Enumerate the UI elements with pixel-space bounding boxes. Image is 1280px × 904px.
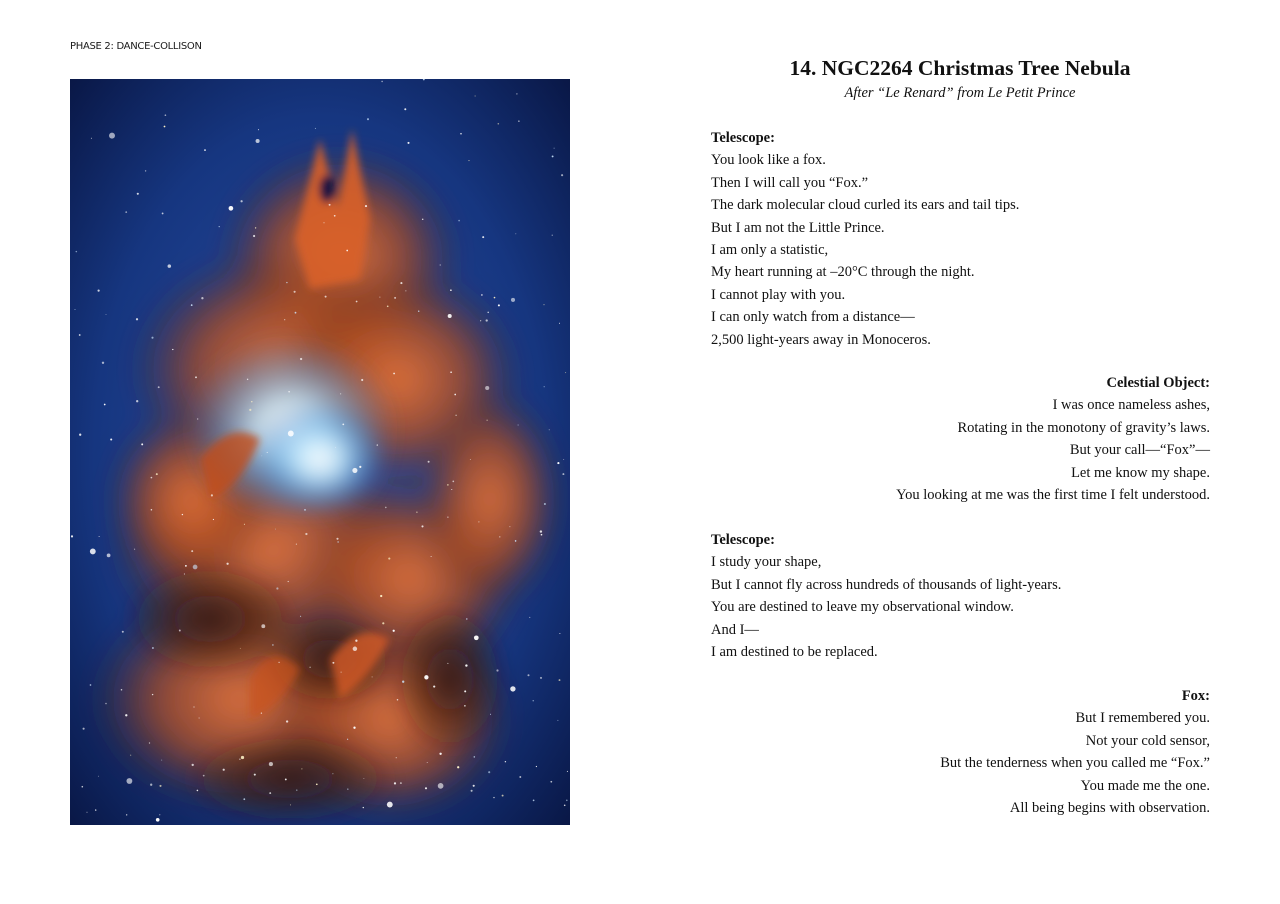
poem-line: But I am not the Little Prince. [711,219,885,236]
star [121,689,123,691]
star [269,762,273,766]
star [286,720,288,722]
star [559,323,560,324]
star [125,211,127,213]
stanza-celestial-object [711,372,1210,506]
star [448,314,452,318]
star [126,778,132,784]
poem-line: You looking at me was the first time I felt understood. [896,487,1210,504]
star [485,386,489,390]
star [211,494,213,496]
star [239,759,240,760]
star [394,782,396,784]
star [400,782,402,784]
star [151,337,153,339]
star [367,118,369,120]
star [364,778,365,779]
star [288,431,294,437]
star [382,622,384,624]
poem-line: All being begins with observation. [1009,800,1210,817]
star [347,739,348,740]
star [278,662,279,663]
poem-line: Rotating in the monotony of gravity’s laws. [957,419,1210,436]
star [394,297,396,299]
speaker-label: Celestial Object: [1106,375,1210,391]
star [431,556,432,557]
star [519,776,521,778]
star [76,251,77,252]
star [261,456,262,457]
star [204,149,206,151]
star [541,534,543,536]
star [470,459,471,460]
poem-line: I study your shape, [711,554,822,571]
star [249,409,251,411]
star [468,160,469,161]
star [152,647,154,649]
star [471,790,473,792]
star [416,511,417,512]
star [286,282,287,283]
star [335,447,336,448]
star [482,236,484,238]
star [134,549,135,550]
poem-line: My heart running at –20°C through the night. [711,264,975,281]
star [269,792,271,794]
star [261,624,265,628]
star [460,133,462,135]
star [316,783,318,785]
star [440,264,441,265]
star [515,540,517,542]
star [305,533,307,535]
star [334,215,336,217]
poem-line: But your call—“Fox”— [1069,442,1210,459]
star [126,814,127,815]
star [300,616,301,617]
star [486,319,488,321]
star [365,205,367,207]
star [433,686,435,688]
star [380,595,382,597]
star [422,219,423,220]
star [356,301,358,303]
star [346,250,348,252]
star [387,305,389,307]
star [533,700,534,701]
star [136,318,138,320]
star [192,764,194,766]
star [304,509,306,511]
star [152,694,153,695]
star [294,291,296,293]
star [529,617,530,618]
star [400,282,402,284]
star [438,783,444,789]
poem-line: But I remembered you. [1075,710,1210,727]
poem-line: You look like a fox. [711,152,826,169]
star [197,790,199,792]
star [193,565,198,570]
star [296,544,297,545]
star [498,123,500,125]
star [458,220,460,222]
star [425,787,427,789]
star [474,756,476,758]
star [275,529,276,530]
star [125,714,127,716]
star [533,800,535,802]
star [372,676,373,677]
star [162,212,164,214]
star [110,438,112,440]
poem-line: And I— [711,621,759,638]
star [184,573,185,574]
star [195,376,197,378]
star [454,394,456,396]
poem-line: I can only watch from a distance— [711,309,915,326]
star [253,235,255,237]
star [387,802,393,808]
star [563,459,564,460]
star [559,633,560,634]
star [240,648,241,649]
star [509,526,510,527]
star [285,778,287,780]
star [451,489,452,490]
page-subtitle: After “Le Renard” from Le Petit Prince [844,85,1076,101]
poem-line: Let me know my shape. [1071,464,1210,481]
star [199,717,200,718]
star [527,674,529,676]
star [203,775,205,777]
star [379,297,380,298]
star [300,358,302,360]
page-title: 14. NGC2264 Christmas Tree Nebula [789,56,1131,80]
star [336,538,338,540]
stanza-fox [711,685,1210,819]
star [241,756,244,759]
star [565,372,566,373]
star [309,667,310,668]
star [353,727,355,729]
star [464,690,466,692]
star [457,766,459,768]
star [487,312,488,313]
star [564,805,566,807]
star [137,193,139,195]
star [510,686,515,691]
poem-line: I cannot play with you. [711,286,846,303]
star [90,548,96,554]
poem-line: The dark molecular cloud curled its ears and tail tips. [711,197,1020,214]
star [213,519,214,520]
star [405,290,406,291]
star [95,809,96,810]
star [502,795,504,797]
star [136,400,138,402]
star [355,640,357,642]
star [516,93,517,94]
star [323,222,324,223]
star [464,705,465,706]
star [98,776,99,777]
nebula-photograph [70,79,570,825]
star [566,800,568,802]
star [161,760,162,761]
star [540,677,542,679]
star [156,818,160,822]
star [244,524,245,525]
star [515,233,516,234]
star [499,536,500,537]
star [536,766,537,767]
star [295,312,297,314]
star [557,720,558,721]
star [466,618,467,619]
star [229,206,234,211]
star [402,681,404,683]
star [79,434,81,436]
star [267,452,268,453]
star [325,296,327,298]
star [404,108,406,110]
star [91,138,92,139]
star [172,349,173,350]
star [447,516,448,517]
star [99,536,100,537]
poem-line: But the tenderness when you called me “Fox.” [940,755,1210,772]
speaker-label: Telescope: [711,532,775,548]
star [240,200,242,202]
star [151,477,153,479]
star [141,443,143,445]
star [488,771,490,773]
star [332,773,333,774]
star [276,587,278,589]
star [201,297,203,299]
star [182,514,183,515]
star [288,391,289,392]
poem-line: I am destined to be replaced. [711,644,878,661]
star [480,320,481,321]
stanza-telescope-1 [711,127,1210,351]
star [455,415,456,416]
poem-line: You made me the one. [1080,777,1210,794]
star [226,563,228,565]
star [407,142,409,144]
star [122,631,124,633]
star [424,675,428,679]
star [511,298,515,302]
poem-line: Then I will call you “Fox.” [711,174,869,191]
star [79,334,81,336]
star [284,319,285,320]
star [223,769,225,771]
star [341,672,342,673]
star [332,662,334,664]
star [567,771,568,772]
star [543,304,544,305]
star [544,503,546,505]
star [450,289,452,291]
star [247,379,248,380]
star [544,386,545,387]
star [255,227,256,228]
star [243,798,245,800]
star [301,768,302,769]
star [388,558,390,560]
star [478,521,479,522]
star [540,530,542,532]
nebula-image [70,79,570,825]
star [159,785,161,787]
star [518,424,519,425]
star [450,371,452,373]
star [98,290,100,292]
star [290,804,291,805]
star [151,509,153,511]
poem-line: But I cannot fly across hundreds of thousands of light-years. [711,576,1062,593]
star [361,379,363,381]
star [106,314,107,315]
poem-line: I am only a statistic, [711,242,829,259]
star [254,774,256,776]
star [381,81,382,82]
star [145,170,146,171]
star [102,362,104,364]
star [393,373,395,375]
star [164,126,166,128]
star [421,525,423,527]
star [340,393,341,394]
poem-line: 2,500 light-years away in Monoceros. [711,331,931,348]
star [554,148,555,149]
stanza-telescope-2 [711,529,1210,663]
star [559,679,561,681]
star [168,264,172,268]
speaker-label: Telescope: [711,130,775,146]
star [150,784,152,786]
star [104,404,106,406]
star [337,541,338,542]
star [496,669,498,671]
star [256,139,260,143]
star [158,386,160,388]
star [452,481,454,483]
star [428,461,430,463]
running-head: PHASE 2: DANCE-COLLISON [70,41,202,52]
star [490,714,491,715]
star [481,294,482,295]
star [272,644,273,645]
star [90,684,92,686]
star [475,96,476,97]
star [107,554,111,558]
star [352,468,357,473]
star [191,550,193,552]
star [439,753,441,755]
star [487,420,488,421]
star [473,785,475,787]
star [71,535,73,537]
star [353,647,358,652]
star [494,297,496,299]
poem-line: You are destined to leave my observational window. [711,599,1014,616]
speaker-label: Fox: [1181,688,1210,704]
star [552,235,553,236]
star [130,755,131,756]
star [493,797,494,798]
star [179,630,181,632]
star [562,473,564,475]
star [87,812,88,813]
star [191,304,193,306]
star [251,401,252,402]
star [385,507,387,509]
star [418,310,419,311]
star [347,788,349,790]
star [329,204,331,206]
star [474,635,479,640]
star [261,712,262,713]
star [359,466,361,468]
star [83,728,85,730]
star [185,565,187,567]
star [561,174,563,176]
star [549,429,550,430]
star [105,703,107,705]
star [363,807,364,808]
star [82,786,84,788]
star [393,630,395,632]
poem-line: I was once nameless ashes, [1052,397,1210,414]
star [149,742,150,743]
star [465,664,467,666]
star [518,120,519,121]
star [258,129,259,130]
poem-line: Not your cold sensor, [1085,732,1210,749]
star [505,761,506,762]
star [315,128,316,129]
star [75,309,76,310]
star [109,133,115,139]
star [197,418,198,419]
star [447,484,448,485]
star [552,155,554,157]
star [296,789,297,790]
star [557,462,559,464]
star [550,781,552,783]
star [219,226,220,227]
star [396,757,397,758]
star [377,444,378,445]
star [427,762,428,763]
star [397,699,399,701]
star [156,473,158,475]
star [498,304,500,306]
star [159,814,160,815]
star [288,581,289,582]
star [447,663,448,664]
star [342,424,344,426]
star [193,706,194,707]
star [165,114,167,116]
